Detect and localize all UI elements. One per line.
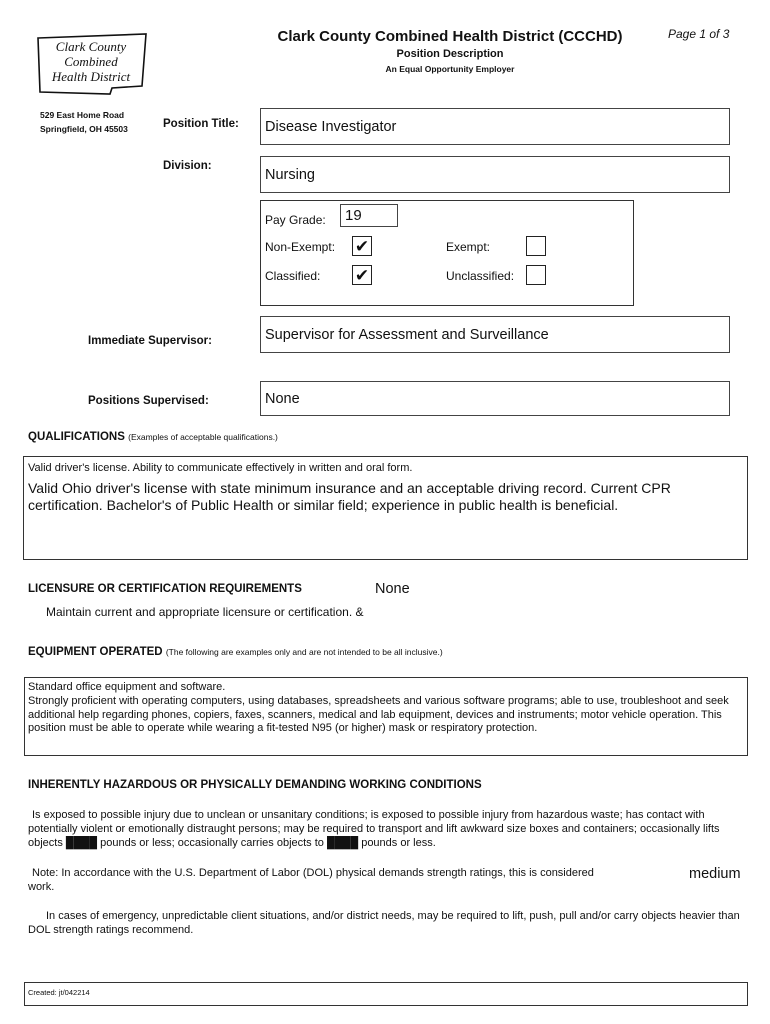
hazards-paragraph-1: Is exposed to possible injury due to unclean or unsanitary conditions; is exposed to possible injury from hazardous waste; has contact with potentially violent or emotionally distraught persons; may be required to transport and lift awkward size boxes and containers; occasionally lifts objects ████ pounds or less; occasionally carries objects to ████ pounds or less. [28, 809, 720, 849]
unclassified-label: Unclassified: [446, 269, 515, 283]
division-label: Division: [163, 160, 212, 172]
logo-line-1: Clark County [55, 39, 127, 54]
hazards-paragraph-3: In cases of emergency, unpredictable client situations, and/or district needs, may be required to lift, push, pull and/or carry objects heavier than DOL strength ratings recommend. [28, 910, 740, 936]
logo-line-3: Health District [51, 69, 131, 84]
qualifications-box[interactable] [23, 456, 748, 560]
non-exempt-label: Non-Exempt: [265, 240, 336, 254]
equipment-box[interactable] [24, 677, 748, 756]
qualifications-line-1: Valid driver's license. Ability to communicate effectively in written and oral form. [28, 462, 413, 474]
classified-label: Classified: [265, 269, 321, 283]
supervised-label: Positions Supervised: [88, 395, 209, 407]
district-logo [34, 30, 150, 96]
licensure-value[interactable]: None [375, 581, 410, 597]
exempt-checkbox[interactable] [526, 236, 546, 256]
supervisor-label: Immediate Supervisor: [88, 335, 212, 347]
equipment-heading [28, 646, 443, 658]
division-field[interactable]: Nursing [260, 156, 730, 193]
eoe-statement: An Equal Opportunity Employer [385, 64, 515, 74]
address-line-2: Springfield, OH 45503 [40, 124, 128, 134]
equipment-title: EQUIPMENT OPERATED [28, 646, 163, 658]
doc-type: Position Description [396, 48, 504, 60]
pay-grade-field[interactable]: 19 [340, 204, 398, 227]
equipment-note: (The following are examples only and are not intended to be all inclusive.) [165, 647, 443, 657]
strength-rating-value[interactable]: medium [689, 866, 741, 882]
address [40, 108, 128, 136]
pay-grade-label: Pay Grade: [265, 213, 326, 227]
address-line-1: 529 East Home Road [40, 110, 125, 120]
logo-text [40, 39, 142, 84]
licensure-text: Maintain current and appropriate licensure or certification. & [46, 605, 364, 619]
qualifications-line-2: Valid Ohio driver's license with state minimum insurance and an acceptable driving record. Current CPR certification. Bachelor's of Public Health or similar field; experience in public health is beneficial. [28, 480, 671, 513]
logo-line-2: Combined [64, 54, 118, 69]
position-title-field[interactable]: Disease Investigator [260, 108, 730, 145]
page-number: Page 1 of 3 [668, 27, 730, 41]
unclassified-checkbox[interactable] [526, 265, 546, 285]
qualifications-title: QUALIFICATIONS [28, 431, 125, 443]
exempt-label: Exempt: [446, 240, 491, 254]
hazards-heading: INHERENTLY HAZARDOUS OR PHYSICALLY DEMANDING WORKING CONDITIONS [28, 779, 482, 791]
supervisor-field[interactable]: Supervisor for Assessment and Surveillance [260, 316, 730, 353]
classified-checkbox[interactable]: ✔ [352, 265, 372, 285]
hazards-paragraph-2: Note: In accordance with the U.S. Department of Labor (DOL) physical demands strength ratings, this is considered [32, 867, 594, 879]
position-title-label: Position Title: [163, 118, 239, 130]
footer-box [24, 982, 748, 1006]
hazards-paragraph-2-end: work. [28, 881, 55, 893]
equipment-text: Standard office equipment and software. Strongly proficient with operating computers, using databases, spreadsheets and various software programs; able to use, troubleshoot and seek additional help regarding phones, copiers, faxes, scanners, medical and lab equipment, devices and instruments; motor vehicle operation. This position must be able to operate while wearing a fit-tested N95 (or higher) mask or respiratory protection. [28, 681, 729, 735]
non-exempt-checkbox[interactable]: ✔ [352, 236, 372, 256]
qualifications-heading [28, 431, 278, 443]
supervised-field[interactable]: None [260, 381, 730, 416]
org-title: Clark County Combined Health District (CCCHD) [277, 28, 623, 45]
licensure-heading: LICENSURE OR CERTIFICATION REQUIREMENTS [28, 583, 302, 595]
qualifications-note: (Examples of acceptable qualifications.) [128, 432, 278, 442]
created-stamp: Created: jt/042214 [28, 988, 90, 997]
